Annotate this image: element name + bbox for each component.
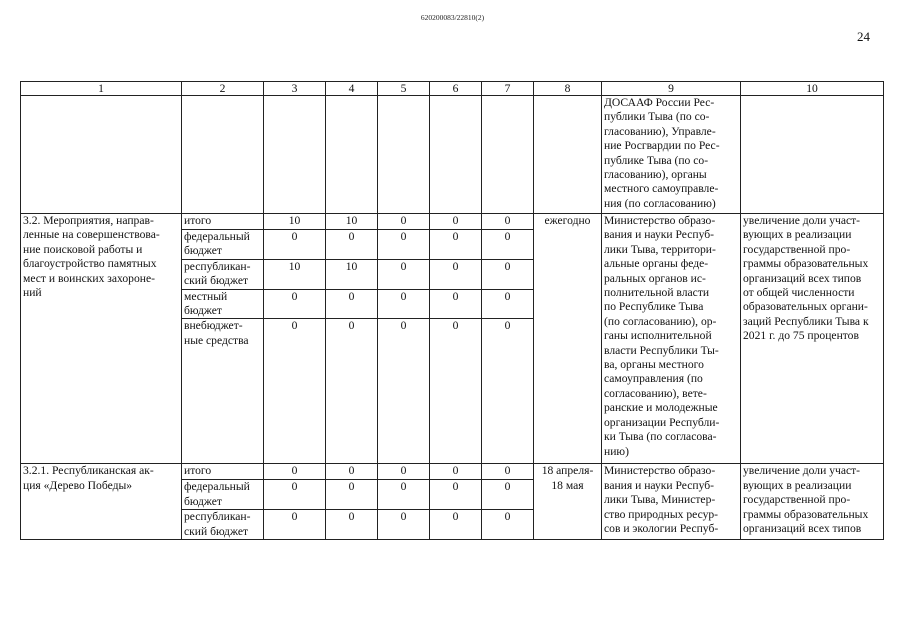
value-cell: 0 xyxy=(378,480,430,510)
value-cell: 0 xyxy=(326,510,378,540)
value-cell: 0 xyxy=(430,230,482,260)
value-cell: 0 xyxy=(430,510,482,540)
table-row xyxy=(21,464,884,480)
funding-source: итого xyxy=(182,214,264,230)
header-col-2: 2 xyxy=(182,82,264,96)
value-cell: 0 xyxy=(378,259,430,289)
funding-source: итого xyxy=(182,464,264,480)
header-row xyxy=(21,82,884,96)
value-cell: 0 xyxy=(430,289,482,319)
value-cell: 0 xyxy=(430,480,482,510)
value-cell: 0 xyxy=(378,230,430,260)
value-cell: 0 xyxy=(378,214,430,230)
funding-source: местный бюджет xyxy=(182,289,264,319)
header-col-5: 5 xyxy=(378,82,430,96)
section-321-name: 3.2.1. Республиканская ак- ция «Дерево Победы» xyxy=(21,464,182,540)
section-32-result: увеличение доли участ- вующих в реализации государственной про- граммы образовательных организаций всех типов от общей численности образовательных органи- заций Республики Тыва к 2021 г. до 75 процентов xyxy=(741,214,884,464)
value-cell: 10 xyxy=(326,259,378,289)
value-cell: 0 xyxy=(482,464,534,480)
value-cell: 0 xyxy=(378,319,430,464)
header-col-9: 9 xyxy=(602,82,741,96)
document-id: 620200083/22810(2) xyxy=(420,13,485,22)
value-cell: 0 xyxy=(378,510,430,540)
funding-source: республикан- ский бюджет xyxy=(182,510,264,540)
value-cell: 10 xyxy=(326,214,378,230)
value-cell: 10 xyxy=(264,214,326,230)
value-cell: 0 xyxy=(482,214,534,230)
value-cell: 0 xyxy=(378,289,430,319)
section-32-name: 3.2. Мероприятия, направ- ленные на совершенствова- ние поисковой работы и благоустройство памятных мест и воинских захороне- ний xyxy=(21,214,182,464)
value-cell: 0 xyxy=(482,480,534,510)
section-321-executors: Министерство образо- вания и науки Респуб- лики Тыва, Министер- ство природных ресур- сов и экологии Респуб- xyxy=(602,464,741,540)
value-cell: 0 xyxy=(482,319,534,464)
continuation-row xyxy=(21,96,884,214)
table-row xyxy=(21,214,884,230)
continuation-executors: ДОСААФ России Рес- публики Тыва (по со- гласованию), Управле- ние Росгвардии по Рес- публике Тыва (по со- гласованию), органы местного самоуправле- ния (по согласованию) xyxy=(602,96,741,214)
value-cell: 0 xyxy=(430,214,482,230)
header-col-7: 7 xyxy=(482,82,534,96)
header-col-10: 10 xyxy=(741,82,884,96)
section-32-period: ежегодно xyxy=(534,214,602,464)
value-cell: 0 xyxy=(482,230,534,260)
value-cell: 0 xyxy=(264,289,326,319)
header-col-3: 3 xyxy=(264,82,326,96)
value-cell: 0 xyxy=(264,319,326,464)
funding-source: республикан- ский бюджет xyxy=(182,259,264,289)
value-cell: 0 xyxy=(430,319,482,464)
header-col-1: 1 xyxy=(21,82,182,96)
value-cell: 0 xyxy=(264,510,326,540)
section-321-period: 18 апреля- 18 мая xyxy=(534,464,602,540)
value-cell: 0 xyxy=(326,230,378,260)
funding-source: внебюджет- ные средства xyxy=(182,319,264,464)
page-number: 24 xyxy=(857,29,870,44)
value-cell: 0 xyxy=(482,289,534,319)
value-cell: 0 xyxy=(264,230,326,260)
header-col-8: 8 xyxy=(534,82,602,96)
funding-source: федеральный бюджет xyxy=(182,230,264,260)
value-cell: 0 xyxy=(326,319,378,464)
header-col-4: 4 xyxy=(326,82,378,96)
value-cell: 0 xyxy=(326,464,378,480)
section-32-executors: Министерство образо- вания и науки Респуб- лики Тыва, территори- альные органы феде- ральных органов ис- полнительной власти по Республике Тыва (по согласованию), ор- ганы исполнительной власти Республики Ты- ва, органы местного самоуправления (по согласованию), вете- ранские и молодежные организации Республи- ки Тыва (по согласова- нию) xyxy=(602,214,741,464)
program-table xyxy=(20,81,884,540)
value-cell: 0 xyxy=(264,464,326,480)
header-col-6: 6 xyxy=(430,82,482,96)
value-cell: 0 xyxy=(482,259,534,289)
value-cell: 0 xyxy=(326,480,378,510)
value-cell: 0 xyxy=(430,464,482,480)
value-cell: 10 xyxy=(264,259,326,289)
value-cell: 0 xyxy=(378,464,430,480)
section-321-result: увеличение доли участ- вующих в реализации государственной про- граммы образовательных организаций всех типов xyxy=(741,464,884,540)
value-cell: 0 xyxy=(482,510,534,540)
value-cell: 0 xyxy=(326,289,378,319)
funding-source: федеральный бюджет xyxy=(182,480,264,510)
value-cell: 0 xyxy=(430,259,482,289)
value-cell: 0 xyxy=(264,480,326,510)
